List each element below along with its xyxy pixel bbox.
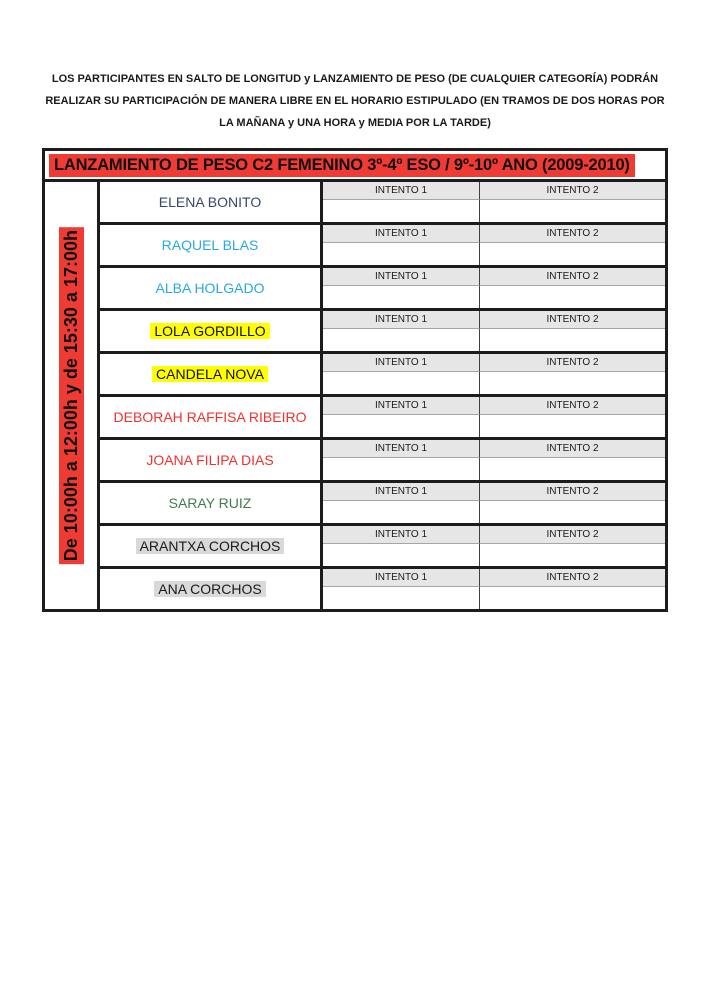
athlete-name-cell [100, 225, 323, 265]
participation-notice: LOS PARTICIPANTES EN SALTO DE LONGITUD y LANZAMIENTO DE PESO (DE CUALQUIER CATEGORÍA) PODRÁN REALIZAR SU PARTICIPACIÓN DE MANERA LIBRE EN EL HORARIO ESTIPULADO (EN TRAMOS DE DOS HORAS POR LA MAÑANA y UNA HORA y MEDIA POR LA TARDE) [45, 73, 665, 129]
athlete-rows [100, 182, 665, 609]
intento-1-header: INTENTO 1 [323, 268, 480, 286]
intento-1-header: INTENTO 1 [323, 440, 480, 458]
athlete-row [100, 311, 665, 354]
athlete-name-cell [100, 182, 323, 222]
athlete-row [100, 483, 665, 526]
athlete-row [100, 354, 665, 397]
intento-2-header: INTENTO 2 [480, 182, 665, 200]
intento-1-header: INTENTO 1 [323, 483, 480, 501]
intento-1-value-cell [323, 587, 480, 609]
intento-1-value-cell [323, 415, 480, 437]
attempts-grid [323, 225, 665, 265]
shot-put-table [42, 148, 668, 612]
intento-2-header: INTENTO 2 [480, 569, 665, 587]
athlete-name: RAQUEL BLAS [161, 237, 259, 253]
athlete-row [100, 440, 665, 483]
attempts-grid [323, 569, 665, 609]
intento-2-value-cell [480, 501, 665, 523]
athlete-name: DEBORAH RAFFISA RIBEIRO [113, 409, 307, 425]
intento-1-header: INTENTO 1 [323, 354, 480, 372]
attempts-grid [323, 268, 665, 308]
athlete-name: JOANA FILIPA DIAS [146, 452, 274, 468]
athlete-row [100, 182, 665, 225]
attempts-grid [323, 526, 665, 566]
intento-1-value-cell [323, 544, 480, 566]
attempts-grid [323, 397, 665, 437]
athlete-name-cell [100, 569, 323, 609]
attempts-grid [323, 354, 665, 394]
athlete-name-cell [100, 311, 323, 351]
athlete-name-cell [100, 440, 323, 480]
intento-1-header: INTENTO 1 [323, 526, 480, 544]
athlete-name: CANDELA NOVA [152, 366, 268, 382]
intento-2-value-cell [480, 329, 665, 351]
table-title: LANZAMIENTO DE PESO C2 FEMENINO 3º-4º ESO / 9º-10º ANO (2009-2010) [49, 154, 635, 177]
athlete-name: LOLA GORDILLO [150, 323, 269, 339]
attempts-grid [323, 311, 665, 351]
intento-2-value-cell [480, 458, 665, 480]
attempts-grid [323, 440, 665, 480]
schedule-column [45, 182, 100, 609]
athlete-name: ELENA BONITO [158, 194, 262, 210]
intento-2-header: INTENTO 2 [480, 225, 665, 243]
intento-1-value-cell [323, 286, 480, 308]
athlete-row [100, 397, 665, 440]
intento-1-header: INTENTO 1 [323, 225, 480, 243]
intento-2-value-cell [480, 544, 665, 566]
athlete-name-cell [100, 526, 323, 566]
athlete-row [100, 526, 665, 569]
intento-1-header: INTENTO 1 [323, 397, 480, 415]
intento-2-value-cell [480, 372, 665, 394]
intento-2-value-cell [480, 286, 665, 308]
intento-1-header: INTENTO 1 [323, 311, 480, 329]
intento-2-value-cell [480, 243, 665, 265]
intento-2-header: INTENTO 2 [480, 268, 665, 286]
intento-2-header: INTENTO 2 [480, 311, 665, 329]
intento-2-header: INTENTO 2 [480, 526, 665, 544]
attempts-grid [323, 182, 665, 222]
athlete-name-cell [100, 268, 323, 308]
athlete-row [100, 569, 665, 609]
attempts-grid [323, 483, 665, 523]
intento-1-header: INTENTO 1 [323, 569, 480, 587]
table-body [45, 182, 665, 609]
athlete-name-cell [100, 483, 323, 523]
intento-1-value-cell [323, 458, 480, 480]
intento-1-header: INTENTO 1 [323, 182, 480, 200]
intento-2-header: INTENTO 2 [480, 354, 665, 372]
table-title-row [45, 151, 665, 182]
athlete-name-cell [100, 354, 323, 394]
athlete-name: ARANTXA CORCHOS [136, 538, 285, 554]
athlete-row [100, 225, 665, 268]
athlete-name: ANA CORCHOS [154, 581, 265, 597]
intento-2-header: INTENTO 2 [480, 483, 665, 501]
athlete-name: ALBA HOLGADO [155, 280, 265, 296]
intento-2-header: INTENTO 2 [480, 440, 665, 458]
intento-1-value-cell [323, 329, 480, 351]
intento-2-value-cell [480, 415, 665, 437]
athlete-name: SARAY RUIZ [168, 495, 252, 511]
athlete-name-cell [100, 397, 323, 437]
intento-2-value-cell [480, 200, 665, 222]
intento-1-value-cell [323, 501, 480, 523]
intento-1-value-cell [323, 372, 480, 394]
intento-2-header: INTENTO 2 [480, 397, 665, 415]
intento-1-value-cell [323, 243, 480, 265]
intento-1-value-cell [323, 200, 480, 222]
athlete-row [100, 268, 665, 311]
schedule-label: De 10:00h a 12:00h y de 15:30 a 17:00h [59, 227, 84, 564]
intento-2-value-cell [480, 587, 665, 609]
